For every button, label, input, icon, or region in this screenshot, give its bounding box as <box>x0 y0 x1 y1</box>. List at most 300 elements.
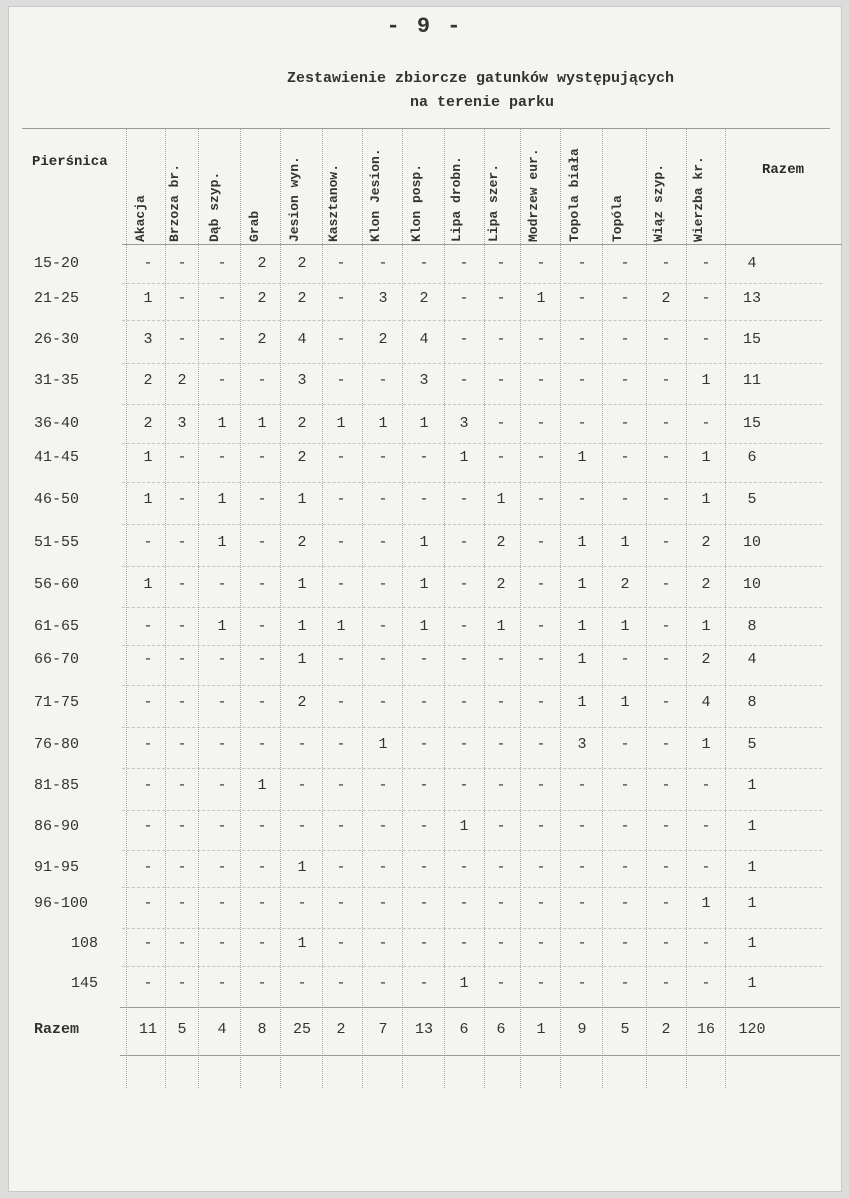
row-total: 1 <box>747 975 757 992</box>
table-cell: 2 <box>143 372 153 389</box>
table-cell: - <box>143 818 153 835</box>
species-header <box>168 112 196 242</box>
table-cell: 2 <box>297 415 307 432</box>
table-cell: 1 <box>620 694 630 711</box>
table-cell: 1 <box>701 895 711 912</box>
table-rule <box>122 244 842 245</box>
table-cell: - <box>257 449 267 466</box>
table-cell: - <box>143 618 153 635</box>
table-cell: 2 <box>143 415 153 432</box>
table-cell: - <box>496 449 506 466</box>
table-cell: - <box>336 736 346 753</box>
table-cell: - <box>577 415 587 432</box>
table-cell: - <box>336 491 346 508</box>
table-cell: 1 <box>217 415 227 432</box>
table-cell: 3 <box>378 290 388 307</box>
species-header-label: Topola biała <box>567 148 582 242</box>
species-header <box>288 112 316 242</box>
species-header <box>369 112 397 242</box>
table-cell: 2 <box>297 255 307 272</box>
table-cell: - <box>459 935 469 952</box>
row-total: 1 <box>747 859 757 876</box>
table-cell: - <box>701 975 711 992</box>
column-rule <box>602 128 603 1088</box>
table-cell: - <box>536 859 546 876</box>
table-cell: - <box>459 736 469 753</box>
table-cell: - <box>577 491 587 508</box>
table-cell: 1 <box>577 651 587 668</box>
row-total: 4 <box>747 651 757 668</box>
row-rule <box>122 482 822 483</box>
table-cell: - <box>459 618 469 635</box>
row-label: 26-30 <box>34 331 80 348</box>
table-cell: - <box>336 859 346 876</box>
table-cell: 2 <box>701 576 711 593</box>
table-cell: 1 <box>143 449 153 466</box>
table-cell: - <box>661 975 671 992</box>
table-cell: 1 <box>297 618 307 635</box>
species-header <box>487 112 515 242</box>
table-cell: 2 <box>701 534 711 551</box>
table-cell: 1 <box>496 618 506 635</box>
table-rule <box>120 1007 840 1008</box>
table-cell: - <box>536 491 546 508</box>
table-cell: - <box>459 694 469 711</box>
table-cell: - <box>257 372 267 389</box>
row-label: 66-70 <box>34 651 80 668</box>
table-cell: 3 <box>297 372 307 389</box>
table-cell: - <box>217 895 227 912</box>
table-cell: - <box>378 576 388 593</box>
column-rule <box>198 128 199 1088</box>
table-cell: 1 <box>297 859 307 876</box>
table-cell: - <box>257 935 267 952</box>
row-label: 61-65 <box>34 618 80 635</box>
table-cell: - <box>257 618 267 635</box>
row-total: 1 <box>747 935 757 952</box>
table-cell: 1 <box>143 576 153 593</box>
row-rule <box>122 645 822 646</box>
table-cell: 1 <box>577 449 587 466</box>
row-total: 15 <box>742 415 761 432</box>
table-cell: - <box>701 255 711 272</box>
table-cell: - <box>419 255 429 272</box>
totals-cell: 5 <box>620 1021 630 1038</box>
table-cell: - <box>378 491 388 508</box>
totals-cell: 6 <box>496 1021 506 1038</box>
species-header-label: Lipa szer. <box>486 163 501 242</box>
species-header <box>652 112 680 242</box>
row-total: 5 <box>747 491 757 508</box>
table-cell: - <box>536 777 546 794</box>
row-rule <box>122 404 822 405</box>
table-cell: - <box>217 777 227 794</box>
table-cell: - <box>620 859 630 876</box>
row-rule <box>122 966 822 967</box>
table-cell: 2 <box>419 290 429 307</box>
table-cell: - <box>257 736 267 753</box>
table-cell: - <box>336 449 346 466</box>
table-cell: 1 <box>701 736 711 753</box>
total-column-header: Razem <box>762 162 805 178</box>
column-rule <box>646 128 647 1088</box>
table-cell: - <box>620 818 630 835</box>
table-cell: - <box>496 255 506 272</box>
table-cell: - <box>419 694 429 711</box>
table-cell: - <box>536 895 546 912</box>
table-cell: 1 <box>620 618 630 635</box>
table-cell: - <box>378 449 388 466</box>
row-total: 5 <box>747 736 757 753</box>
row-total: 10 <box>742 576 761 593</box>
table-cell: 2 <box>496 534 506 551</box>
table-cell: - <box>459 372 469 389</box>
table-cell: 1 <box>297 576 307 593</box>
species-header <box>327 112 355 242</box>
table-cell: - <box>257 534 267 551</box>
table-cell: 2 <box>177 372 187 389</box>
column-rule <box>126 128 127 1088</box>
row-total: 11 <box>742 372 761 389</box>
species-header <box>568 112 596 242</box>
species-header-label: Jesion wyn. <box>287 156 302 242</box>
table-cell: - <box>459 290 469 307</box>
table-cell: - <box>336 777 346 794</box>
table-cell: 1 <box>336 415 346 432</box>
species-header <box>208 112 236 242</box>
table-cell: 1 <box>143 491 153 508</box>
table-cell: - <box>577 255 587 272</box>
table-cell: - <box>378 818 388 835</box>
table-cell: - <box>459 777 469 794</box>
table-cell: 1 <box>577 618 587 635</box>
table-cell: - <box>496 415 506 432</box>
table-cell: - <box>177 975 187 992</box>
row-label: 71-75 <box>34 694 80 711</box>
row-total: 1 <box>747 818 757 835</box>
table-cell: - <box>536 449 546 466</box>
table-cell: 1 <box>297 935 307 952</box>
table-cell: - <box>217 576 227 593</box>
table-cell: - <box>177 331 187 348</box>
table-cell: - <box>661 576 671 593</box>
table-cell: - <box>217 694 227 711</box>
table-cell: - <box>620 491 630 508</box>
table-cell: - <box>217 975 227 992</box>
table-cell: - <box>496 372 506 389</box>
row-rule <box>122 607 822 608</box>
table-cell: - <box>496 651 506 668</box>
table-cell: - <box>620 975 630 992</box>
table-cell: - <box>217 372 227 389</box>
row-label: 21-25 <box>34 290 80 307</box>
row-label: 51-55 <box>34 534 80 551</box>
table-cell: 1 <box>459 449 469 466</box>
species-header-label: Grab <box>247 210 262 242</box>
table-cell: - <box>661 651 671 668</box>
table-cell: - <box>257 694 267 711</box>
species-header <box>692 112 720 242</box>
column-rule <box>322 128 323 1088</box>
table-cell: 1 <box>577 576 587 593</box>
table-cell: - <box>378 935 388 952</box>
row-total: 8 <box>747 618 757 635</box>
table-cell: - <box>620 331 630 348</box>
table-cell: - <box>536 618 546 635</box>
table-cell: - <box>336 534 346 551</box>
table-cell: - <box>217 255 227 272</box>
table-cell: - <box>257 975 267 992</box>
table-cell: - <box>419 818 429 835</box>
table-cell: - <box>620 415 630 432</box>
table-cell: - <box>661 818 671 835</box>
table-cell: - <box>459 491 469 508</box>
table-cell: - <box>378 694 388 711</box>
table-cell: - <box>577 859 587 876</box>
table-cell: - <box>536 694 546 711</box>
table-cell: - <box>336 651 346 668</box>
table-cell: - <box>257 895 267 912</box>
totals-cell: 2 <box>661 1021 671 1038</box>
table-cell: 3 <box>177 415 187 432</box>
table-cell: 4 <box>297 331 307 348</box>
table-cell: 3 <box>577 736 587 753</box>
row-label: 76-80 <box>34 736 80 753</box>
table-cell: - <box>143 255 153 272</box>
table-cell: - <box>419 777 429 794</box>
totals-cell: 16 <box>696 1021 715 1038</box>
table-cell: - <box>297 975 307 992</box>
table-cell: - <box>701 818 711 835</box>
table-cell: - <box>217 859 227 876</box>
table-cell: - <box>378 651 388 668</box>
table-cell: - <box>496 818 506 835</box>
table-cell: - <box>496 736 506 753</box>
totals-cell: 1 <box>536 1021 546 1038</box>
table-cell: 3 <box>419 372 429 389</box>
table-cell: - <box>257 576 267 593</box>
row-label: 15-20 <box>34 255 80 272</box>
table-cell: 1 <box>217 618 227 635</box>
table-cell: - <box>661 777 671 794</box>
table-cell: - <box>217 736 227 753</box>
table-cell: 1 <box>419 534 429 551</box>
species-header-label: Topóla <box>610 195 625 242</box>
table-cell: - <box>536 372 546 389</box>
table-cell: - <box>536 736 546 753</box>
table-cell: - <box>496 895 506 912</box>
row-label: 145 <box>70 975 98 992</box>
table-cell: - <box>577 372 587 389</box>
row-rule <box>122 363 822 364</box>
table-cell: - <box>459 331 469 348</box>
table-cell: - <box>143 694 153 711</box>
table-rule <box>120 1055 840 1056</box>
table-cell: - <box>143 777 153 794</box>
column-rule <box>362 128 363 1088</box>
row-label: 31-35 <box>34 372 80 389</box>
table-cell: 1 <box>701 618 711 635</box>
table-cell: 1 <box>336 618 346 635</box>
table-cell: - <box>620 777 630 794</box>
table-cell: - <box>459 534 469 551</box>
species-header-label: Akacja <box>133 195 148 242</box>
table-cell: - <box>419 651 429 668</box>
row-label: 108 <box>70 935 98 952</box>
table-cell: - <box>143 859 153 876</box>
table-cell: - <box>701 415 711 432</box>
table-cell: - <box>257 859 267 876</box>
row-total: 10 <box>742 534 761 551</box>
species-header-label: Lipa drobn. <box>449 156 464 242</box>
table-cell: 1 <box>378 415 388 432</box>
table-cell: 3 <box>459 415 469 432</box>
table-cell: - <box>459 859 469 876</box>
table-cell: - <box>701 777 711 794</box>
table-cell: - <box>143 736 153 753</box>
table-cell: - <box>661 372 671 389</box>
row-rule <box>122 810 822 811</box>
column-rule <box>402 128 403 1088</box>
table-cell: - <box>577 290 587 307</box>
table-cell: 1 <box>297 491 307 508</box>
column-rule <box>240 128 241 1088</box>
table-cell: 1 <box>378 736 388 753</box>
table-cell: - <box>378 255 388 272</box>
species-header-label: Brzoza br. <box>167 163 182 242</box>
table-cell: - <box>177 651 187 668</box>
row-label: 56-60 <box>34 576 80 593</box>
table-cell: 1 <box>297 651 307 668</box>
table-cell: - <box>378 618 388 635</box>
column-rule <box>520 128 521 1088</box>
species-header <box>611 112 639 242</box>
table-cell: 1 <box>701 491 711 508</box>
column-rule <box>560 128 561 1088</box>
table-cell: - <box>577 818 587 835</box>
row-rule <box>122 727 822 728</box>
table-cell: - <box>257 491 267 508</box>
totals-row-label: Razem <box>34 1021 80 1038</box>
table-cell: - <box>661 449 671 466</box>
species-header <box>527 112 555 242</box>
table-cell: - <box>217 449 227 466</box>
row-rule <box>122 320 822 321</box>
row-rule <box>122 283 822 284</box>
row-label: 46-50 <box>34 491 80 508</box>
row-rule <box>122 685 822 686</box>
table-cell: - <box>661 331 671 348</box>
table-cell: - <box>496 859 506 876</box>
table-cell: - <box>177 576 187 593</box>
table-cell: - <box>536 975 546 992</box>
table-cell: - <box>496 975 506 992</box>
column-rule <box>725 128 726 1088</box>
table-cell: - <box>143 895 153 912</box>
table-cell: 2 <box>701 651 711 668</box>
table-cell: - <box>661 415 671 432</box>
table-cell: - <box>336 372 346 389</box>
table-cell: 2 <box>378 331 388 348</box>
table-cell: - <box>336 255 346 272</box>
table-cell: - <box>297 818 307 835</box>
column-rule <box>165 128 166 1088</box>
species-header-label: Modrzew eur. <box>526 148 541 242</box>
table-cell: 1 <box>620 534 630 551</box>
species-header-label: Wiąz szyp. <box>651 163 666 242</box>
row-total: 8 <box>747 694 757 711</box>
table-cell: - <box>177 255 187 272</box>
totals-cell: 13 <box>414 1021 433 1038</box>
table-cell: - <box>701 935 711 952</box>
table-cell: - <box>419 859 429 876</box>
table-cell: - <box>496 694 506 711</box>
table-cell: - <box>177 777 187 794</box>
table-cell: - <box>257 651 267 668</box>
table-cell: 4 <box>419 331 429 348</box>
table-cell: - <box>701 331 711 348</box>
row-rule <box>122 850 822 851</box>
table-cell: - <box>297 736 307 753</box>
table-cell: 1 <box>577 694 587 711</box>
table-cell: - <box>536 818 546 835</box>
row-label: 96-100 <box>34 895 89 912</box>
species-header <box>134 112 162 242</box>
row-rule <box>122 566 822 567</box>
table-cell: - <box>536 534 546 551</box>
table-cell: 1 <box>536 290 546 307</box>
grand-total: 120 <box>738 1021 766 1038</box>
table-cell: - <box>297 895 307 912</box>
table-cell: - <box>336 290 346 307</box>
totals-cell: 7 <box>378 1021 388 1038</box>
table-cell: - <box>177 694 187 711</box>
table-cell: - <box>378 895 388 912</box>
table-cell: - <box>577 331 587 348</box>
row-label: 36-40 <box>34 415 80 432</box>
table-cell: - <box>336 975 346 992</box>
table-cell: 2 <box>297 694 307 711</box>
table-cell: 1 <box>496 491 506 508</box>
table-cell: - <box>257 818 267 835</box>
table-cell: - <box>496 331 506 348</box>
column-rule <box>686 128 687 1088</box>
table-cell: - <box>661 255 671 272</box>
table-cell: - <box>143 975 153 992</box>
row-label: 86-90 <box>34 818 80 835</box>
table-cell: - <box>217 818 227 835</box>
table-cell: - <box>217 331 227 348</box>
table-cell: - <box>701 290 711 307</box>
table-cell: - <box>661 491 671 508</box>
table-cell: - <box>536 576 546 593</box>
table-cell: - <box>378 534 388 551</box>
table-cell: - <box>143 534 153 551</box>
totals-cell: 9 <box>577 1021 587 1038</box>
table-cell: 1 <box>217 491 227 508</box>
table-cell: 1 <box>701 449 711 466</box>
page-number: - 9 - <box>386 14 463 39</box>
table-cell: - <box>336 895 346 912</box>
species-header <box>248 112 276 242</box>
table-cell: - <box>336 935 346 952</box>
table-cell: 2 <box>496 576 506 593</box>
totals-cell: 5 <box>177 1021 187 1038</box>
row-rule <box>122 443 822 444</box>
table-title-line-1: Zestawienie zbiorcze gatunków występujących <box>287 70 675 87</box>
table-cell: 2 <box>257 290 267 307</box>
row-rule <box>122 768 822 769</box>
